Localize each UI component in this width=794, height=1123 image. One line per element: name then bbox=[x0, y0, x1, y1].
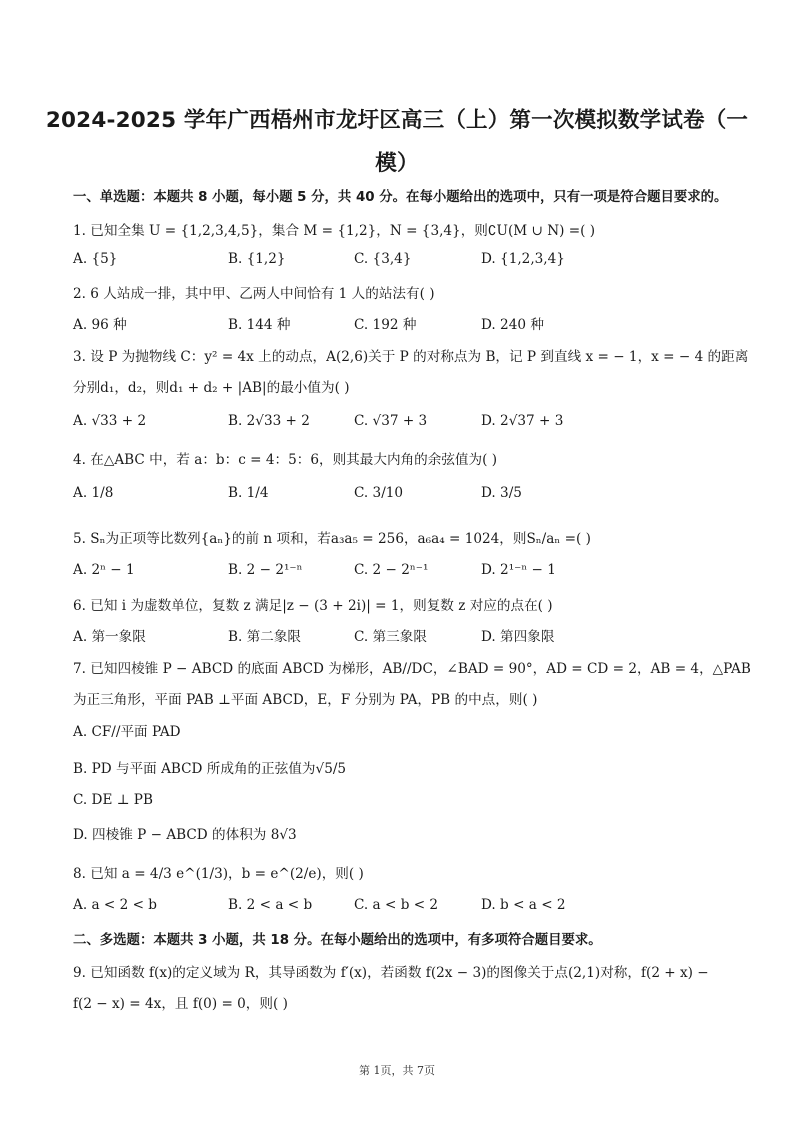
question-4-option-b[interactable]: B. 1/4 bbox=[228, 485, 269, 501]
section-multiple-choice: 二、多选题：本题共 3 小题，共 18 分。在每小题给出的选项中，有多项符合题目要求。 bbox=[73, 933, 602, 948]
question-8-option-a[interactable]: A. a < 2 < b bbox=[73, 897, 157, 913]
question-4-option-a[interactable]: A. 1/8 bbox=[73, 485, 114, 501]
question-5-option-d[interactable]: D. 2¹⁻ⁿ − 1 bbox=[481, 562, 556, 578]
question-8-option-b[interactable]: B. 2 < a < b bbox=[228, 897, 313, 913]
exam-title-line2: 模） bbox=[375, 151, 419, 176]
question-2-option-b[interactable]: B. 144 种 bbox=[228, 317, 291, 333]
question-2-stem: 2. 6 人站成一排，其中甲、乙两人中间恰有 1 人的站法有( ) bbox=[73, 286, 435, 302]
exam-title-line1: 2024-2025 学年广西梧州市龙圩区高三（上）第一次模拟数学试卷（一 bbox=[45, 108, 749, 133]
question-6-option-c[interactable]: C. 第三象限 bbox=[354, 629, 427, 645]
question-7-option-d[interactable]: D. 四棱锥 P − ABCD 的体积为 8√3 bbox=[73, 827, 297, 843]
question-3-stem-line1: 3. 设 P 为抛物线 C：y² = 4x 上的动点，A(2,6)关于 P 的对称点为 B，记 P 到直线 x = − 1，x = − 4 的距离 bbox=[73, 349, 749, 365]
question-1-option-b[interactable]: B. {1,2} bbox=[228, 251, 286, 267]
question-2-option-c[interactable]: C. 192 种 bbox=[354, 317, 417, 333]
question-3-option-d[interactable]: D. 2√37 + 3 bbox=[481, 413, 564, 429]
question-5-stem: 5. Sₙ为正项等比数列{aₙ}的前 n 项和，若a₃a₅ = 256，a₆a₄ = 1024，则Sₙ/aₙ =( ) bbox=[73, 531, 591, 547]
question-4-option-c[interactable]: C. 3/10 bbox=[354, 485, 404, 501]
question-3-stem-line2: 分别d₁，d₂，则d₁ + d₂ + |AB|的最小值为( ) bbox=[73, 380, 350, 396]
question-5-option-b[interactable]: B. 2 − 2¹⁻ⁿ bbox=[228, 562, 303, 578]
question-5-option-c[interactable]: C. 2 − 2ⁿ⁻¹ bbox=[354, 562, 429, 578]
question-1-option-a[interactable]: A. {5} bbox=[73, 251, 118, 267]
question-7-option-c[interactable]: C. DE ⊥ PB bbox=[73, 792, 153, 808]
question-9-stem-line2: f(2 − x) = 4x，且 f(0) = 0，则( ) bbox=[73, 996, 288, 1012]
question-6-option-d[interactable]: D. 第四象限 bbox=[481, 629, 555, 645]
question-5-option-a[interactable]: A. 2ⁿ − 1 bbox=[73, 562, 135, 578]
question-9-stem-line1: 9. 已知函数 f(x)的定义域为 R，其导函数为 f′(x)，若函数 f(2x − 3)的图像关于点(2,1)对称，f(2 + x) − bbox=[73, 965, 709, 981]
question-4-stem: 4. 在△ABC 中，若 a：b：c = 4：5：6，则其最大内角的余弦值为( ) bbox=[73, 452, 498, 468]
question-7-stem-line2: 为正三角形，平面 PAB ⊥平面 ABCD，E，F 分别为 PA，PB 的中点，则( ) bbox=[73, 692, 538, 708]
page-footer: 第 1页，共 7页 bbox=[359, 1064, 435, 1077]
question-1-option-c[interactable]: C. {3,4} bbox=[354, 251, 412, 267]
question-1-stem: 1. 已知全集 U = {1,2,3,4,5}，集合 M = {1,2}，N = {3,4}，则∁U(M ∪ N) =( ) bbox=[73, 223, 596, 239]
question-4-option-d[interactable]: D. 3/5 bbox=[481, 485, 522, 501]
question-6-option-b[interactable]: B. 第二象限 bbox=[228, 629, 302, 645]
question-2-option-a[interactable]: A. 96 种 bbox=[73, 317, 127, 333]
question-7-stem-line1: 7. 已知四棱锥 P − ABCD 的底面 ABCD 为梯形，AB//DC，∠BAD = 90°，AD = CD = 2，AB = 4，△PAB bbox=[73, 661, 751, 677]
question-6-option-a[interactable]: A. 第一象限 bbox=[73, 629, 146, 645]
question-1-option-d[interactable]: D. {1,2,3,4} bbox=[481, 251, 565, 267]
question-3-option-a[interactable]: A. √33 + 2 bbox=[73, 413, 147, 429]
question-6-stem: 6. 已知 i 为虚数单位，复数 z 满足|z − (3 + 2i)| = 1，则复数 z 对应的点在( ) bbox=[73, 598, 553, 614]
question-8-stem: 8. 已知 a = 4/3 e^(1/3)，b = e^(2/e)，则( ) bbox=[73, 866, 364, 882]
question-3-option-b[interactable]: B. 2√33 + 2 bbox=[228, 413, 310, 429]
section-single-choice: 一、单选题：本题共 8 小题，每小题 5 分，共 40 分。在每小题给出的选项中，只有一项是符合题目要求的。 bbox=[73, 190, 728, 205]
question-7-option-a[interactable]: A. CF//平面 PAD bbox=[73, 724, 181, 740]
question-8-option-c[interactable]: C. a < b < 2 bbox=[354, 897, 439, 913]
question-8-option-d[interactable]: D. b < a < 2 bbox=[481, 897, 566, 913]
question-3-option-c[interactable]: C. √37 + 3 bbox=[354, 413, 428, 429]
question-2-option-d[interactable]: D. 240 种 bbox=[481, 317, 544, 333]
question-7-option-b[interactable]: B. PD 与平面 ABCD 所成角的正弦值为√5/5 bbox=[73, 761, 347, 777]
